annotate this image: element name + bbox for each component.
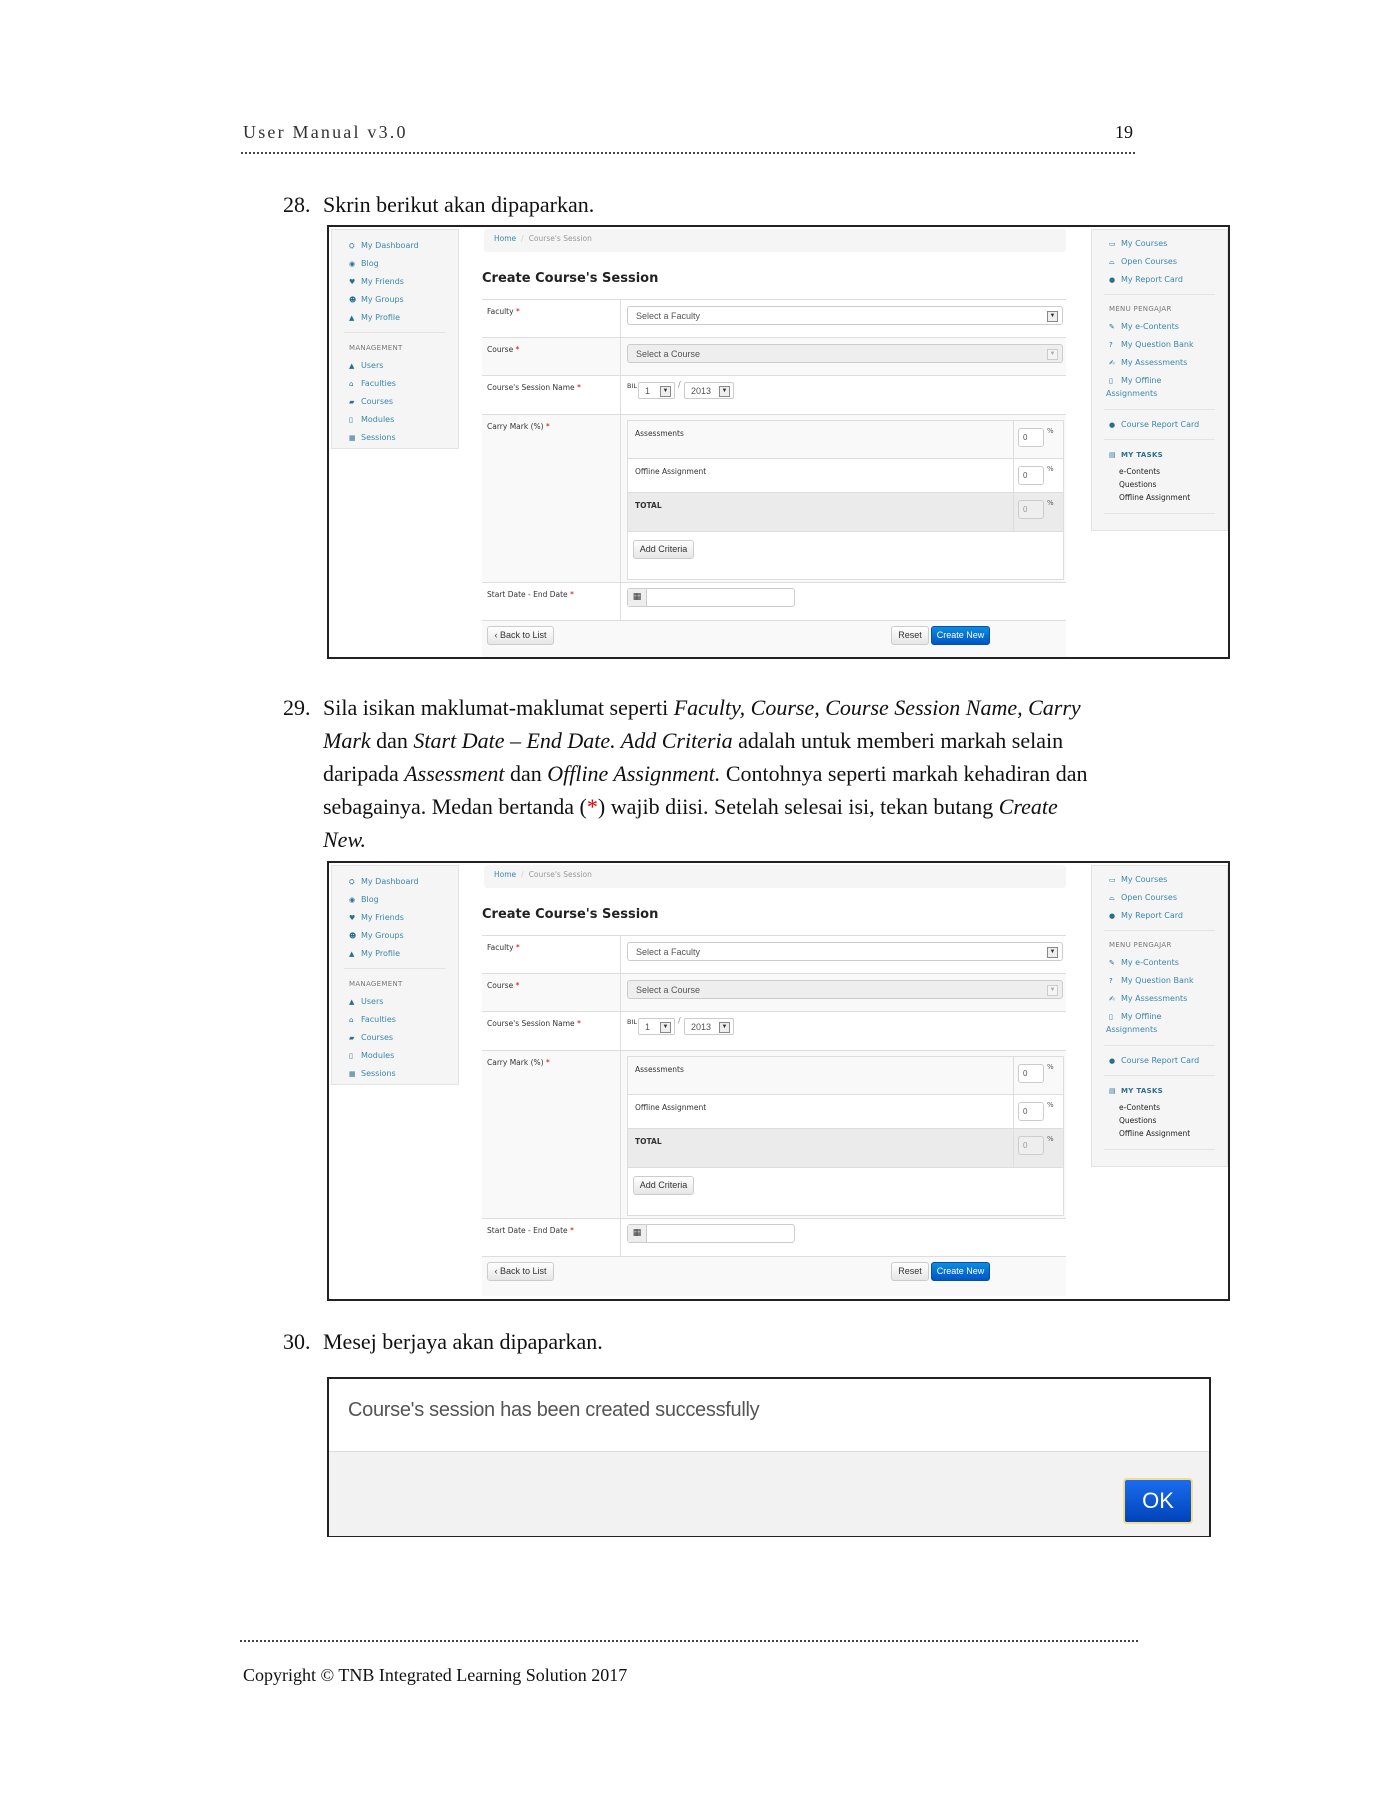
sidebar-item-my-profile[interactable]: ▲ My Profile <box>349 949 401 958</box>
step-text-line: sebagainya. Medan bertanda (*) wajib diisi. Setelah selesai isi, tekan butang Create <box>323 794 1058 819</box>
offline-percent-input[interactable]: 0 <box>1018 466 1044 485</box>
carry-mark-row <box>482 414 1066 582</box>
dialog-body <box>329 1379 1209 1452</box>
offline-percent-input[interactable]: 0 <box>1018 1102 1044 1121</box>
sidebar-item-my-assessments[interactable]: ✍ My Assessments <box>1109 994 1188 1003</box>
assessments-percent-input[interactable]: 0 <box>1018 1064 1044 1083</box>
my-tasks-heading: ▤ MY TASKS <box>1109 1087 1164 1095</box>
sidebar-item-assignments-wrap[interactable]: Assignments <box>1106 1025 1158 1034</box>
folder-icon: ▭ <box>1109 876 1116 884</box>
sidebar-item-modules[interactable]: ▯ Modules <box>349 415 395 424</box>
share-icon: ▯ <box>1109 377 1113 385</box>
bil-prefix: BIL <box>627 1018 637 1026</box>
dashboard-icon: ⛭ <box>349 878 355 886</box>
course-label: Course * <box>482 338 621 375</box>
circle-icon: ● <box>1109 1057 1116 1065</box>
screenshot-create-session-2 <box>327 861 1230 1301</box>
book-icon: ▰ <box>349 1034 355 1042</box>
sidebar-item-my-report-card[interactable]: ● My Report Card <box>1109 911 1183 920</box>
chevron-down-icon: ▼ <box>719 1022 730 1033</box>
task-e-contents[interactable]: e-Contents <box>1119 1103 1161 1112</box>
reset-button[interactable]: Reset <box>891 1262 929 1281</box>
chevron-down-icon: ▼ <box>1047 349 1058 360</box>
chevron-down-icon: ▼ <box>660 386 671 397</box>
session-name-row: Course's Session Name * BIL 1 ▼ / 2013 ▼ <box>482 375 1066 414</box>
sidebar-item-assignments-wrap[interactable]: Assignments <box>1106 389 1158 398</box>
step-30 <box>283 1325 1183 1358</box>
breadcrumb: Home / Course's Session <box>484 865 1066 888</box>
back-to-list-button[interactable]: ‹ Back to List <box>487 626 554 645</box>
page-title: Create Course's Session <box>482 271 659 286</box>
question-icon: ? <box>1109 341 1113 349</box>
user-icon: ▲ <box>349 362 355 370</box>
sidebar-item-my-courses[interactable]: ▭ My Courses <box>1109 875 1168 884</box>
sidebar-item-my-groups[interactable]: ☻ My Groups <box>349 295 404 304</box>
user-icon: ▲ <box>349 314 355 322</box>
step-text: Mesej berjaya akan dipaparkan. <box>323 1329 603 1354</box>
sidebar-item-my-offline-assignments[interactable]: ▯ My Offline <box>1109 1012 1162 1021</box>
session-name-row: Course's Session Name * BIL 1 ▼ / 2013 ▼ <box>482 1011 1066 1050</box>
management-heading: MANAGEMENT <box>349 980 403 988</box>
date-range-label: Start Date - End Date * <box>482 583 621 620</box>
home-icon: ⌂ <box>349 1016 354 1024</box>
session-year-select[interactable]: 2013 ▼ <box>684 1018 734 1035</box>
course-select[interactable]: Select a Course ▼ <box>627 980 1063 999</box>
circle-icon: ● <box>1109 276 1116 284</box>
date-range-row <box>482 582 1066 620</box>
sidebar-item-users[interactable]: ▲ Users <box>349 361 384 370</box>
step-number: 29. <box>283 695 311 720</box>
folder-open-icon: ⌓ <box>1109 258 1115 266</box>
back-to-list-button[interactable]: ‹ Back to List <box>487 1262 554 1281</box>
left-sidebar <box>331 229 459 449</box>
carry-mark-table <box>627 420 1064 580</box>
task-offline-assignment[interactable]: Offline Assignment <box>1119 493 1191 502</box>
step-text-line: Sila isikan maklumat-maklumat seperti Faculty, Course, Course Session Name, Carry <box>323 695 1081 720</box>
ok-button[interactable]: OK <box>1123 1478 1193 1524</box>
sidebar-item-my-question-bank[interactable]: ? My Question Bank <box>1109 976 1194 985</box>
form-actions <box>482 620 1066 659</box>
dialog-footer <box>329 1452 1209 1536</box>
chevron-down-icon: ▼ <box>1047 311 1058 322</box>
share-icon: ▯ <box>1109 1013 1113 1021</box>
assessments-percent-input[interactable]: 0 <box>1018 428 1044 447</box>
step-text-line: New. <box>323 827 366 852</box>
faculty-label: Faculty * <box>482 300 621 337</box>
sidebar-item-sessions[interactable]: ▦ Sessions <box>349 433 396 442</box>
user-icon: ▲ <box>349 950 355 958</box>
chevron-left-icon: ‹ <box>494 1266 500 1276</box>
sidebar-item-sessions[interactable]: ▦ Sessions <box>349 1069 396 1078</box>
step-text-line: Mark dan Start Date – End Date. Add Criteria adalah untuk memberi markah selain <box>323 728 1064 753</box>
calendar-icon: ▦ <box>628 589 647 606</box>
carry-mark-label: Carry Mark (%) * <box>482 1051 621 1218</box>
breadcrumb-home[interactable]: Home <box>494 870 517 879</box>
carry-mark-label: Carry Mark (%) * <box>482 415 621 582</box>
circle-icon: ● <box>1109 421 1116 429</box>
menu-pengajar-heading: MENU PENGAJAR <box>1109 305 1172 313</box>
copyright: Copyright © TNB Integrated Learning Solution 2017 <box>243 1665 628 1685</box>
step-28 <box>283 188 1183 221</box>
dashboard-icon: ⛭ <box>349 242 355 250</box>
add-criteria-button[interactable]: Add Criteria <box>633 540 694 559</box>
criteria-row-assessments: Assessments 0 % <box>628 421 1063 459</box>
sidebar-item-my-friends[interactable]: ♥ My Friends <box>349 277 404 286</box>
session-number-select[interactable]: 1 ▼ <box>638 1018 675 1035</box>
course-select[interactable]: Select a Course ▼ <box>627 344 1063 363</box>
calendar-icon: ▦ <box>349 1070 356 1078</box>
heart-icon: ♥ <box>349 278 356 286</box>
user-icon: ▲ <box>349 998 355 1006</box>
course-row <box>482 973 1066 1011</box>
sidebar-item-modules[interactable]: ▯ Modules <box>349 1051 395 1060</box>
tasks-icon: ▤ <box>1109 451 1116 459</box>
chevron-down-icon: ▼ <box>1047 985 1058 996</box>
create-new-button[interactable]: Create New <box>931 1262 990 1281</box>
globe-icon: ◉ <box>349 260 356 268</box>
breadcrumb-current: Course's Session <box>528 234 592 243</box>
sidebar-item-my-question-bank[interactable]: ? My Question Bank <box>1109 340 1194 349</box>
reset-button[interactable]: Reset <box>891 626 929 645</box>
step-29 <box>283 691 1203 861</box>
page-title: Create Course's Session <box>482 907 659 922</box>
step-number: 30. <box>283 1329 311 1354</box>
sidebar-item-my-dashboard[interactable]: ⛭ My Dashboard <box>349 877 419 886</box>
task-e-contents[interactable]: e-Contents <box>1119 467 1161 476</box>
sidebar-item-my-assessments[interactable]: ✍ My Assessments <box>1109 358 1188 367</box>
criteria-row-offline: Offline Assignment 0 % <box>628 1095 1063 1129</box>
folder-open-icon: ⌓ <box>1109 894 1115 902</box>
date-range-input[interactable] <box>627 1224 795 1243</box>
task-questions[interactable]: Questions <box>1119 480 1157 489</box>
step-text-line: daripada Assessment dan Offline Assignment. Contohnya seperti markah kehadiran dan <box>323 761 1088 786</box>
session-year-select[interactable]: 2013 ▼ <box>684 382 734 399</box>
session-number-select[interactable]: 1 ▼ <box>638 382 675 399</box>
globe-icon: ◉ <box>349 896 356 904</box>
sidebar-item-my-friends[interactable]: ♥ My Friends <box>349 913 404 922</box>
form-actions <box>482 1256 1066 1296</box>
my-tasks-heading: ▤ MY TASKS <box>1109 451 1164 459</box>
criteria-row-offline: Offline Assignment 0 % <box>628 459 1063 493</box>
sidebar-item-course-report-card[interactable]: ● Course Report Card <box>1109 420 1200 429</box>
file-icon: ▯ <box>349 1052 353 1060</box>
create-new-button[interactable]: Create New <box>931 626 990 645</box>
sidebar-item-my-report-card[interactable]: ● My Report Card <box>1109 275 1183 284</box>
management-heading: MANAGEMENT <box>349 344 403 352</box>
chevron-left-icon: ‹ <box>494 630 500 640</box>
add-criteria-button[interactable]: Add Criteria <box>633 1176 694 1195</box>
sidebar-item-my-profile[interactable]: ▲ My Profile <box>349 313 401 322</box>
carry-mark-row <box>482 1050 1066 1218</box>
screenshot-create-session-1 <box>327 225 1230 659</box>
date-range-row <box>482 1218 1066 1256</box>
total-percent-field: 0 <box>1018 500 1044 519</box>
book-icon: ▰ <box>349 398 355 406</box>
success-message: Course's session has been created successfully <box>348 1399 760 1421</box>
session-name-label: Course's Session Name * <box>482 1012 621 1050</box>
criteria-row-assessments: Assessments 0 % <box>628 1057 1063 1095</box>
date-range-input[interactable] <box>627 588 795 607</box>
sidebar-item-blog[interactable]: ◉ Blog <box>349 895 379 904</box>
sidebar-item-faculties[interactable]: ⌂ Faculties <box>349 1015 396 1024</box>
bil-prefix: BIL <box>627 382 637 390</box>
right-sidebar <box>1091 229 1228 531</box>
breadcrumb: Home / Course's Session <box>484 229 1066 252</box>
breadcrumb-current: Course's Session <box>528 870 592 879</box>
breadcrumb-home[interactable]: Home <box>494 234 517 243</box>
divider <box>344 332 446 333</box>
date-range-label: Start Date - End Date * <box>482 1219 621 1256</box>
faculty-row <box>482 935 1066 973</box>
file-icon: ▯ <box>349 416 353 424</box>
faculty-select[interactable]: Select a Faculty ▼ <box>627 306 1063 325</box>
group-icon: ☻ <box>349 932 357 940</box>
calendar-icon: ▦ <box>628 1225 647 1242</box>
task-questions[interactable]: Questions <box>1119 1116 1157 1125</box>
sidebar-item-courses[interactable]: ▰ Courses <box>349 397 394 406</box>
chevron-down-icon: ▼ <box>719 386 730 397</box>
faculty-row <box>482 299 1066 337</box>
step-text <box>323 691 1203 856</box>
sidebar-item-my-courses[interactable]: ▭ My Courses <box>1109 239 1168 248</box>
question-icon: ? <box>1109 977 1113 985</box>
sidebar-item-faculties[interactable]: ⌂ Faculties <box>349 379 396 388</box>
chevron-down-icon: ▼ <box>1047 947 1058 958</box>
sidebar-item-courses[interactable]: ▰ Courses <box>349 1033 394 1042</box>
folder-icon: ▭ <box>1109 240 1116 248</box>
sidebar-item-my-e-contents[interactable]: ✎ My e-Contents <box>1109 958 1179 967</box>
pin-icon: ✎ <box>1109 959 1115 967</box>
left-sidebar <box>331 865 459 1085</box>
step-number: 28. <box>283 192 311 217</box>
step-text: Skrin berikut akan dipaparkan. <box>323 192 595 217</box>
divider <box>344 968 446 969</box>
sidebar-item-open-courses[interactable]: ⌓ Open Courses <box>1109 893 1178 902</box>
edit-icon: ✍ <box>1109 995 1115 1003</box>
pin-icon: ✎ <box>1109 323 1115 331</box>
sidebar-item-my-dashboard[interactable]: ⛭ My Dashboard <box>349 241 419 250</box>
document-header-title: User Manual v3.0 <box>243 122 408 142</box>
chevron-down-icon: ▼ <box>660 1022 671 1033</box>
heart-icon: ♥ <box>349 914 356 922</box>
tasks-icon: ▤ <box>1109 1087 1116 1095</box>
right-sidebar <box>1091 865 1228 1167</box>
faculty-label: Faculty * <box>482 936 621 973</box>
header-divider <box>241 152 1135 154</box>
sidebar-item-blog[interactable]: ◉ Blog <box>349 259 379 268</box>
group-icon: ☻ <box>349 296 357 304</box>
menu-pengajar-heading: MENU PENGAJAR <box>1109 941 1172 949</box>
criteria-row-total: TOTAL 0 % <box>628 493 1063 532</box>
sidebar-item-my-offline-assignments[interactable]: ▯ My Offline <box>1109 376 1162 385</box>
footer-divider <box>240 1640 1138 1642</box>
success-dialog <box>327 1377 1211 1537</box>
faculty-select[interactable]: Select a Faculty ▼ <box>627 942 1063 961</box>
sidebar-item-my-e-contents[interactable]: ✎ My e-Contents <box>1109 322 1179 331</box>
criteria-row-total: TOTAL 0 % <box>628 1129 1063 1168</box>
total-percent-field: 0 <box>1018 1136 1044 1155</box>
home-icon: ⌂ <box>349 380 354 388</box>
task-offline-assignment[interactable]: Offline Assignment <box>1119 1129 1191 1138</box>
course-row <box>482 337 1066 375</box>
sidebar-item-course-report-card[interactable]: ● Course Report Card <box>1109 1056 1200 1065</box>
page-number: 19 <box>1115 122 1133 142</box>
calendar-icon: ▦ <box>349 434 356 442</box>
sidebar-item-users[interactable]: ▲ Users <box>349 997 384 1006</box>
carry-mark-table <box>627 1056 1064 1216</box>
sidebar-item-open-courses[interactable]: ⌓ Open Courses <box>1109 257 1178 266</box>
edit-icon: ✍ <box>1109 359 1115 367</box>
session-name-label: Course's Session Name * <box>482 376 621 414</box>
sidebar-item-my-groups[interactable]: ☻ My Groups <box>349 931 404 940</box>
circle-icon: ● <box>1109 912 1116 920</box>
course-label: Course * <box>482 974 621 1011</box>
